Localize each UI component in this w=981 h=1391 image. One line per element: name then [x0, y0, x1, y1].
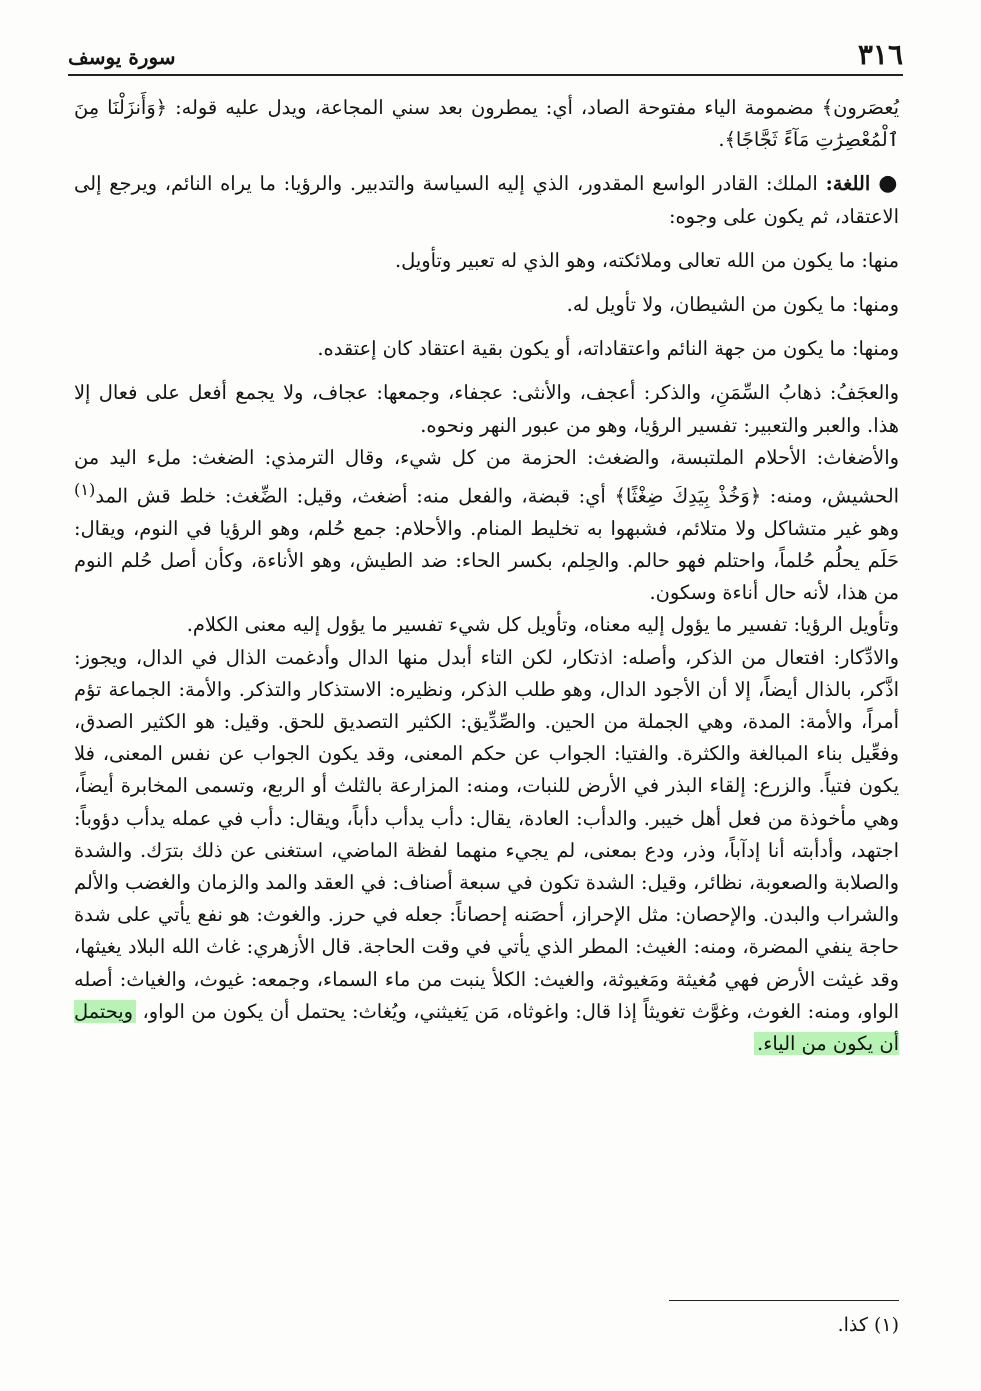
paragraph-adghath [74, 442, 899, 609]
highlighted-text: ويحتمل أن يكون من الياء. [74, 999, 899, 1055]
paragraph-tawil: وتأويل الرؤيا: تفسير ما يؤول إليه معناه، وتأويل كل شيء تفسير ما يؤول إليه معنى الكلام. [186, 613, 899, 637]
bullet-icon: ● [878, 171, 899, 197]
footnote-reference: (١) [74, 480, 96, 500]
adghath-text-a: والأضغاث: الأحلام الملتبسة، والضغث: الحزمة من كل شيء، وقال الترمذي: الضغث: ملء اليد من الحشيش، ومنه: ﴿وَخُذْ بِيَدِكَ ضِغْثًا﴾ أي: قبضة، والفعل منه: أضغث، وقيل: الضِّغث: خلط قش المد [74, 445, 899, 508]
footnote: (١) كذا. [837, 1314, 899, 1336]
footnote-divider [669, 1300, 899, 1301]
paragraph-ajaf: والعجَفُ: ذهابُ السِّمَنِ، والذكر: أعجف، والأنثى: عجفاء، وجمعها: عجاف، ولا يجمع أفعل على فعال إلا هذا. والعبر والتعبير: تفسير الرؤيا، وهو من عبور النهر ونحوه. [74, 381, 899, 437]
page-number: ٣١٦ [857, 38, 903, 71]
iddikar-text: والادِّكار: افتعال من الذكر، وأصله: اذتكار، لكن التاء أبدل منها الدال وأدغمت الذال في الدال، ويجوز: اذَّكر، بالذال أيضاً، إلا أن الأجود الدال، وهو طلب الذكر، ونظيره: الاستذكار والتذكر. والأمة: الجماعة تؤم أمراً، والأمة: المدة، وهي الجملة من الحين. والصِّدِّيق: الكثير التصديق للحق. وقيل: هو الكثير الصدق، وفعِّيل بناء المبالغة والكثرة. والفتيا: الجواب عن حكم المعنى، وقد يكون الجواب عن نفس المعنى، فلا يكون فتياً. والزرع: إلقاء البذر في الأرض للنبات، ومنه: المزارعة بالثلث أو الربع، وتسمى المخابرة أيضاً، وهي مأخوذة من فعل أهل خيبر. والدأب: العادة، يقال: دأب يدأب دأباً، ويقال: دأب في عمله يدأب دؤوباً: اجتهد، وأدأبته أنا إدآباً، وذر، ودع بمعنى، لم يجيء منهما لفظة الماضي، استغنى عن ذلك بترَك. والشدة والصلابة والصعوبة، نظائر، وقيل: الشدة تكون في سبعة أصناف: في العقد والمد والزمان والغضب والألم والشراب والبدن. والإحصان: مثل الإحراز، أحصَنه إحصاناً: جعله في حرز. والغوث: هو نفع يأتي على شدة حاجة ينفي المضرة، ومنه: الغيث: المطر الذي يأتي في وقت الحاجة. قال الأزهري: غاث الله البلاد يغيثها، وقد غيثت الأرض فهي مُغيثة ومَغيوثة، والغيث: الكلأ ينبت من ماء السماء، وجمعه: غيوث، والغياث: أصله الواو، ومنه: الغوث، وغوَّث تغويثاً إذا قال: واغوثاه، مَن يَغيثني، ويُغاث: يحتمل أن يكون من الواو، [74, 645, 900, 1023]
adghath-text-b: وهو غير متشاكل ولا متلائم، فشبهوا به تخليط المنام. والأحلام: جمع حُلم، وهو الرؤيا في النوم، ويقال: حَلَم يحلُم حُلماً، واحتلم فهو حالم. والحِلم، بكسر الحاء: ضد الطيش، وهو الأناءة، وكأن أصل حُلم النوم من هذا، لأنه حال أناءة وسكون. [74, 516, 899, 605]
paragraph-vision-1: منها: ما يكون من الله تعالى وملائكته، وهو الذي له تعبير وتأويل. [395, 248, 899, 272]
lugha-text: الملك: القادر الواسع المقدور، الذي إليه السياسة والتدبير. والرؤيا: ما يراه النائم، ويرجع إلى الاعتقاد، ثم يكون على وجوه: [74, 172, 899, 228]
paragraph-vision-2: ومنها: ما يكون من الشيطان، ولا تأويل له. [566, 293, 899, 317]
page-header [68, 38, 903, 76]
paragraph-lugha [74, 168, 899, 232]
paragraph-iddikar [74, 642, 899, 1061]
main-text [74, 92, 899, 1060]
surah-title: سورة يوسف [68, 45, 176, 69]
lugha-label: اللغة: [825, 172, 871, 196]
paragraph-intro: يُعصَرون﴾ مضمومة الياء مفتوحة الصاد، أي: يمطرون بعد سني المجاعة، ويدل عليه قوله: ﴿وَأَنزَلْنَا مِنَ ٱلْمُعْصِرَٰتِ مَآءً ثَجَّاجًا﴾. [74, 96, 899, 152]
paragraph-vision-3: ومنها: ما يكون من جهة النائم واعتقاداته، أو يكون بقية اعتقاد كان إعتقده. [317, 337, 899, 361]
